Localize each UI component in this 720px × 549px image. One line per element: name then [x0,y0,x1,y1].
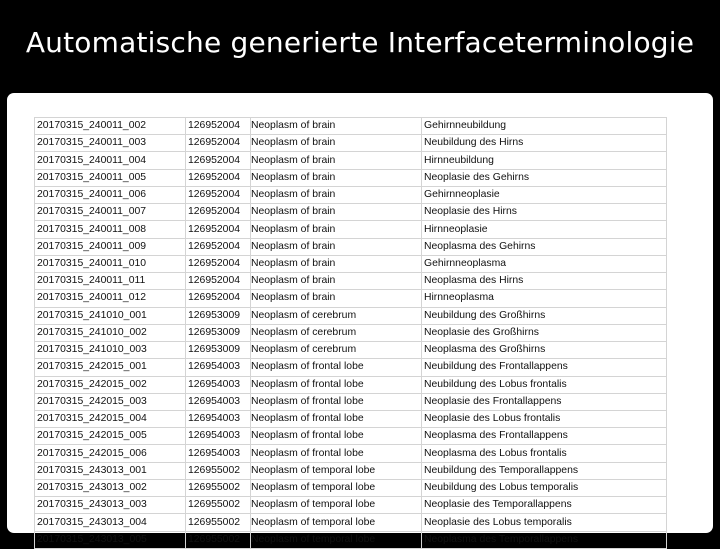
german-term-cell[interactable]: Neoplasie des Frontallappens [422,393,667,410]
table-row [35,255,667,272]
term-id-cell[interactable]: 20170315_242015_002 [35,376,186,393]
snomed-code-cell[interactable]: 126953009 [186,307,251,324]
term-id-cell[interactable]: 20170315_242015_004 [35,410,186,427]
term-id-cell[interactable]: 20170315_242015_006 [35,445,186,462]
german-term-cell[interactable]: Neoplasma des Hirns [422,273,667,290]
term-id-cell[interactable]: 20170315_240011_004 [35,152,186,169]
snomed-code-cell[interactable]: 126952004 [186,169,251,186]
snomed-code-cell[interactable]: 126954003 [186,393,251,410]
german-term-cell[interactable]: Neoplasma des Großhirns [422,342,667,359]
term-id-cell[interactable]: 20170315_240011_009 [35,238,186,255]
snomed-code-cell[interactable]: 126952004 [186,152,251,169]
english-term-cell[interactable]: Neoplasm of brain [251,135,422,152]
table-row [35,169,667,186]
spreadsheet-panel [7,93,713,545]
german-term-cell[interactable]: Neubildung des Großhirns [422,307,667,324]
snomed-code-cell[interactable]: 126954003 [186,376,251,393]
german-term-cell[interactable]: Neoplasie des Lobus frontalis [422,410,667,427]
german-term-cell[interactable]: Neoplasma des Gehirns [422,238,667,255]
snomed-code-cell[interactable]: 126952004 [186,118,251,135]
table-row [35,393,667,410]
german-term-cell[interactable]: Neoplasma des Temporallappens [422,531,667,548]
snomed-code-cell[interactable]: 126955002 [186,479,251,496]
snomed-code-cell[interactable]: 126952004 [186,238,251,255]
english-term-cell[interactable]: Neoplasm of cerebrum [251,324,422,341]
table-row [35,359,667,376]
table-row [35,204,667,221]
term-id-cell[interactable]: 20170315_240011_011 [35,273,186,290]
table-row [35,307,667,324]
term-id-cell[interactable]: 20170315_241010_002 [35,324,186,341]
english-term-cell[interactable]: Neoplasm of brain [251,290,422,307]
german-term-cell[interactable]: Neoplasie des Gehirns [422,169,667,186]
german-term-cell[interactable]: Neoplasie des Hirns [422,204,667,221]
english-term-cell[interactable]: Neoplasm of frontal lobe [251,410,422,427]
snomed-code-cell[interactable]: 126952004 [186,273,251,290]
snomed-code-cell[interactable]: 126954003 [186,445,251,462]
english-term-cell[interactable]: Neoplasm of temporal lobe [251,497,422,514]
table-row [35,186,667,203]
term-id-cell[interactable]: 20170315_242015_001 [35,359,186,376]
snomed-code-cell[interactable]: 126955002 [186,514,251,531]
term-id-cell[interactable]: 20170315_242015_003 [35,393,186,410]
german-term-cell[interactable]: Neubildung des Lobus temporalis [422,479,667,496]
german-term-cell[interactable]: Neubildung des Lobus frontalis [422,376,667,393]
term-id-cell[interactable]: 20170315_240011_008 [35,221,186,238]
snomed-code-cell[interactable]: 126954003 [186,428,251,445]
english-term-cell[interactable]: Neoplasm of brain [251,169,422,186]
english-term-cell[interactable]: Neoplasm of brain [251,118,422,135]
snomed-code-cell[interactable]: 126952004 [186,204,251,221]
english-term-cell[interactable]: Neoplasm of brain [251,152,422,169]
term-id-cell[interactable]: 20170315_240011_012 [35,290,186,307]
german-term-cell[interactable]: Neoplasie des Großhirns [422,324,667,341]
table-row [35,428,667,445]
term-id-cell[interactable]: 20170315_240011_005 [35,169,186,186]
table-row [35,324,667,341]
term-id-cell[interactable]: 20170315_240011_003 [35,135,186,152]
snomed-code-cell[interactable]: 126952004 [186,221,251,238]
german-term-cell[interactable]: Neubildung des Hirns [422,135,667,152]
english-term-cell[interactable]: Neoplasm of temporal lobe [251,462,422,479]
table-row [35,221,667,238]
english-term-cell[interactable]: Neoplasm of brain [251,204,422,221]
table-row [35,135,667,152]
english-term-cell[interactable]: Neoplasm of brain [251,273,422,290]
term-id-cell[interactable]: 20170315_240011_002 [35,118,186,135]
snomed-code-cell[interactable]: 126952004 [186,255,251,272]
german-term-cell[interactable]: Neoplasma des Lobus frontalis [422,445,667,462]
english-term-cell[interactable]: Neoplasm of brain [251,255,422,272]
german-term-cell[interactable]: Neoplasie des Temporallappens [422,497,667,514]
english-term-cell[interactable]: Neoplasm of frontal lobe [251,445,422,462]
english-term-cell[interactable]: Neoplasm of temporal lobe [251,514,422,531]
english-term-cell[interactable]: Neoplasm of frontal lobe [251,359,422,376]
table-row [35,290,667,307]
german-term-cell[interactable]: Hirnneubildung [422,152,667,169]
term-id-cell[interactable]: 20170315_240011_006 [35,186,186,203]
english-term-cell[interactable]: Neoplasm of frontal lobe [251,428,422,445]
english-term-cell[interactable]: Neoplasm of temporal lobe [251,479,422,496]
german-term-cell[interactable]: Neoplasie des Lobus temporalis [422,514,667,531]
table-row [35,152,667,169]
snomed-code-cell[interactable]: 126955002 [186,462,251,479]
english-term-cell[interactable]: Neoplasm of brain [251,221,422,238]
snomed-code-cell[interactable]: 126953009 [186,342,251,359]
term-id-cell[interactable]: 20170315_243013_005 [35,531,186,548]
term-id-cell[interactable]: 20170315_243013_004 [35,514,186,531]
english-term-cell[interactable]: Neoplasm of frontal lobe [251,393,422,410]
german-term-cell[interactable]: Hirnneoplasma [422,290,667,307]
table-row [35,462,667,479]
english-term-cell[interactable]: Neoplasm of cerebrum [251,307,422,324]
table-row [35,238,667,255]
table-row [35,342,667,359]
snomed-code-cell[interactable]: 126952004 [186,290,251,307]
german-term-cell[interactable]: Neubildung des Temporallappens [422,462,667,479]
snomed-code-cell[interactable]: 126955002 [186,531,251,548]
term-id-cell[interactable]: 20170315_243013_001 [35,462,186,479]
slide-title: Automatische generierte Interfaceterminologie [25,26,695,59]
german-term-cell[interactable]: Gehirnneubildung [422,118,667,135]
table-row [35,118,667,135]
table-row [35,497,667,514]
snomed-code-cell[interactable]: 126952004 [186,135,251,152]
terminology-table [34,117,667,549]
snomed-code-cell[interactable]: 126953009 [186,324,251,341]
english-term-cell[interactable]: Neoplasm of brain [251,238,422,255]
term-id-cell[interactable]: 20170315_241010_001 [35,307,186,324]
german-term-cell[interactable]: Neubildung des Frontallappens [422,359,667,376]
english-term-cell[interactable]: Neoplasm of cerebrum [251,342,422,359]
term-id-cell[interactable]: 20170315_242015_005 [35,428,186,445]
table-row [35,273,667,290]
snomed-code-cell[interactable]: 126955002 [186,497,251,514]
table-row [35,376,667,393]
table-row [35,445,667,462]
snomed-code-cell[interactable]: 126954003 [186,359,251,376]
snomed-code-cell[interactable]: 126952004 [186,186,251,203]
term-id-cell[interactable]: 20170315_240011_007 [35,204,186,221]
table-row [35,514,667,531]
terminology-table-body [35,118,667,549]
table-row [35,479,667,496]
english-term-cell[interactable]: Neoplasm of brain [251,186,422,203]
term-id-cell[interactable]: 20170315_240011_010 [35,255,186,272]
english-term-cell[interactable]: Neoplasm of frontal lobe [251,376,422,393]
english-term-cell[interactable]: Neoplasm of temporal lobe [251,531,422,548]
table-row [35,531,667,548]
term-id-cell[interactable]: 20170315_243013_002 [35,479,186,496]
snomed-code-cell[interactable]: 126954003 [186,410,251,427]
term-id-cell[interactable]: 20170315_241010_003 [35,342,186,359]
german-term-cell[interactable]: Hirnneoplasie [422,221,667,238]
german-term-cell[interactable]: Gehirnneoplasma [422,255,667,272]
german-term-cell[interactable]: Neoplasma des Frontallappens [422,428,667,445]
term-id-cell[interactable]: 20170315_243013_003 [35,497,186,514]
german-term-cell[interactable]: Gehirnneoplasie [422,186,667,203]
table-row [35,410,667,427]
